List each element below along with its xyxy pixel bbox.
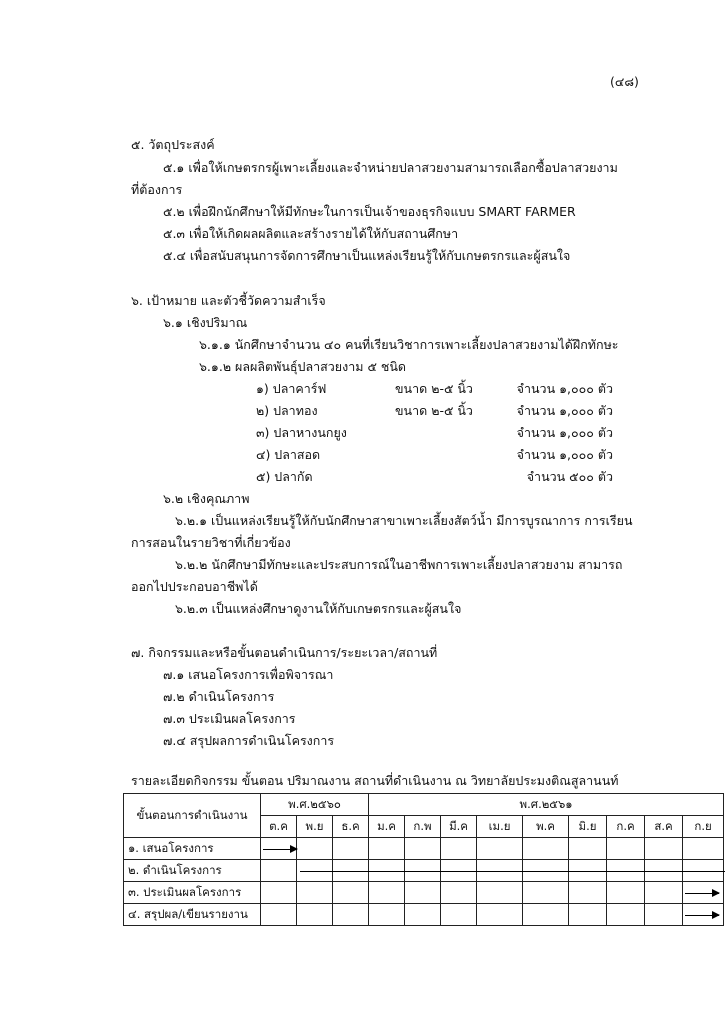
fish-amount-2: จำนวน ๑,๐๐๐ ตัว	[516, 403, 613, 418]
table-row	[124, 860, 724, 882]
fish-amount-5: จำนวน ๕๐๐ ตัว	[526, 469, 613, 484]
timeline-arrow	[300, 871, 725, 872]
table-row	[124, 904, 724, 926]
section-5-heading: ๕. วัตถุประสงค์	[131, 137, 215, 152]
month-header: ต.ค	[261, 816, 297, 838]
fish-amount-3: จำนวน ๑,๐๐๐ ตัว	[516, 425, 613, 440]
fish-size-2: ขนาด ๒-๕ นิ้ว	[395, 403, 473, 418]
quality-heading: ๖.๒ เชิงคุณภาพ	[163, 491, 250, 506]
month-header: มี.ค	[441, 816, 477, 838]
month-header: ก.พ	[405, 816, 441, 838]
month-header: ธ.ค	[333, 816, 369, 838]
page-number: (๔๘)	[610, 74, 639, 89]
timeline-cell	[683, 904, 724, 926]
activity-7-4: ๗.๔ สรุปผลการดำเนินโครงการ	[163, 733, 335, 748]
table-row	[124, 838, 724, 860]
header-year-1: พ.ศ.๒๕๖๐	[261, 794, 369, 816]
fish-name-5: ๕) ปลากัด	[256, 469, 313, 484]
fish-name-3: ๓) ปลาหางนกยูง	[256, 425, 347, 440]
section-7-heading: ๗. กิจกรรมและหรือขั้นตอนดำเนินการ/ระยะเวลา/สถานที่	[131, 645, 438, 660]
month-header: ก.ค	[607, 816, 645, 838]
fish-size-1: ขนาด ๒-๕ นิ้ว	[395, 381, 473, 396]
step-label: ๓. ประเมินผลโครงการ	[124, 882, 261, 904]
timeline-cell	[683, 882, 724, 904]
step-label: ๔. สรุปผล/เขียนรายงาน	[124, 904, 261, 926]
objective-5-1: ๕.๑ เพื่อให้เกษตรกรผู้เพาะเลี้ยงและจำหน่ายปลาสวยงามสามารถเลือกซื้อปลาสวยงาม	[163, 160, 618, 175]
month-header: พ.ค	[523, 816, 569, 838]
fish-amount-1: จำนวน ๑,๐๐๐ ตัว	[516, 381, 613, 396]
month-header: ม.ค	[369, 816, 405, 838]
month-header: พ.ย	[297, 816, 333, 838]
quality-item-3: ๖.๒.๓ เป็นแหล่งศึกษาดูงานให้กับเกษตรกรและผู้สนใจ	[175, 601, 462, 616]
objective-5-3: ๕.๓ เพื่อให้เกิดผลผลิตและสร้างรายได้ให้กับสถานศึกษา	[163, 226, 459, 241]
step-label: ๑. เสนอโครงการ	[124, 838, 261, 860]
schedule-table	[123, 793, 724, 926]
objective-5-1-cont: ที่ต้องการ	[131, 182, 183, 197]
quantity-item-1: ๖.๑.๑ นักศึกษาจำนวน ๔๐ คนที่เรียนวิชาการเพาะเลี้ยงปลาสวยงามได้ฝึกทักษะ	[199, 337, 619, 352]
activity-7-1: ๗.๑ เสนอโครงการเพื่อพิจารณา	[163, 667, 334, 682]
table-row	[124, 882, 724, 904]
section-6-heading: ๖. เป้าหมาย และตัวชี้วัดความสำเร็จ	[131, 293, 326, 308]
objective-5-2: ๕.๒ เพื่อฝึกนักศึกษาให้มีทักษะในการเป็นเจ้าของธุรกิจแบบ SMART FARMER	[163, 204, 576, 219]
activity-7-3: ๗.๓ ประเมินผลโครงการ	[163, 711, 296, 726]
header-year-2: พ.ศ.๒๕๖๑	[369, 794, 724, 816]
quality-item-2: ๖.๒.๒ นักศึกษามีทักษะและประสบการณ์ในอาชีพการเพาะเลี้ยงปลาสวยงาม สามารถ	[175, 557, 623, 572]
step-label: ๒. ดำเนินโครงการ	[124, 860, 261, 882]
month-header: ก.ย	[683, 816, 724, 838]
month-header: ส.ค	[645, 816, 683, 838]
quality-item-1: ๖.๒.๑ เป็นแหล่งเรียนรู้ให้กับนักศึกษาสาขาเพาะเลี้ยงสัตว์น้ำ มีการบูรณาการ การเรียน	[175, 513, 633, 528]
timeline-cell	[261, 838, 297, 860]
fish-name-4: ๔) ปลาสอด	[256, 447, 321, 462]
objective-5-4: ๕.๔ เพื่อสนับสนุนการจัดการศึกษาเป็นแหล่งเรียนรู้ให้กับเกษตรกรและผู้สนใจ	[163, 248, 571, 263]
fish-name-2: ๒) ปลาทอง	[256, 403, 318, 418]
timeline-arrow	[685, 893, 719, 894]
fish-amount-4: จำนวน ๑,๐๐๐ ตัว	[516, 447, 613, 462]
activity-7-2: ๗.๒ ดำเนินโครงการ	[163, 689, 275, 704]
header-steps: ขั้นตอนการดำเนินงาน	[124, 794, 261, 838]
month-header: มิ.ย	[569, 816, 607, 838]
fish-name-1: ๑) ปลาคาร์ฟ	[256, 381, 327, 396]
month-header: เม.ย	[477, 816, 523, 838]
quantity-heading: ๖.๑ เชิงปริมาณ	[163, 315, 248, 330]
quality-item-1-cont: การสอนในรายวิชาที่เกี่ยวข้อง	[131, 535, 291, 550]
quality-item-2-cont: ออกไปประกอบอาชีพได้	[131, 579, 258, 594]
timeline-cell	[297, 860, 333, 882]
timeline-arrow	[263, 849, 297, 850]
quantity-item-2: ๖.๑.๒ ผลผลิตพันธุ์ปลาสวยงาม ๕ ชนิด	[199, 359, 407, 374]
table-caption: รายละเอียดกิจกรรม ขั้นตอน ปริมาณงาน สถานที่ดำเนินงาน ณ วิทยาลัยประมงติณสูลานนท์	[131, 773, 619, 788]
timeline-arrow	[685, 915, 719, 916]
